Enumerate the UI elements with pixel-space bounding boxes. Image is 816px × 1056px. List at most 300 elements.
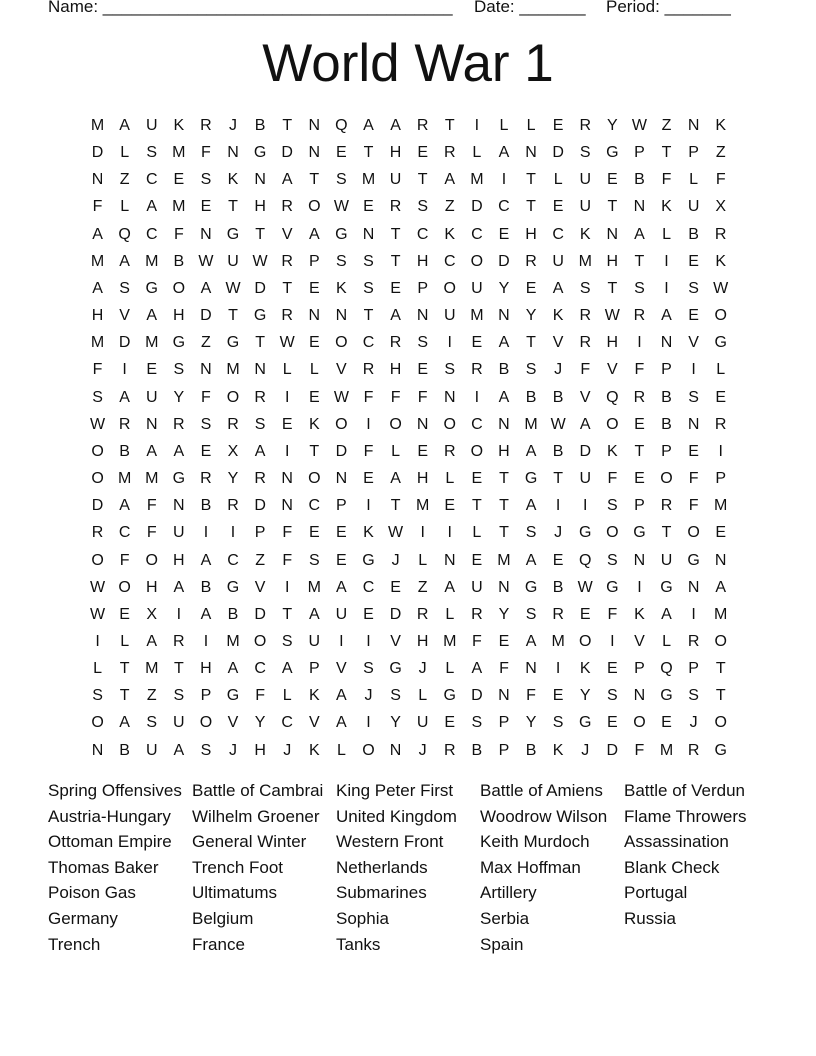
grid-letter[interactable]: S — [579, 144, 591, 162]
grid-letter[interactable]: U — [443, 307, 456, 325]
grid-letter[interactable]: R — [173, 632, 185, 650]
grid-letter[interactable]: K — [336, 279, 347, 297]
grid-letter[interactable]: E — [173, 171, 185, 189]
grid-letter[interactable]: C — [145, 225, 158, 243]
grid-letter[interactable]: A — [498, 334, 510, 352]
grid-letter[interactable]: T — [715, 660, 726, 678]
grid-letter[interactable]: M — [470, 171, 484, 189]
grid-letter[interactable]: A — [390, 117, 401, 134]
grid-letter[interactable]: O — [362, 741, 375, 759]
grid-letter[interactable]: R — [579, 117, 592, 134]
grid-letter[interactable]: M — [470, 307, 484, 325]
grid-letter[interactable]: O — [714, 307, 727, 325]
grid-letter[interactable]: D — [335, 442, 348, 460]
grid-letter[interactable]: H — [254, 741, 266, 759]
grid-letter[interactable]: T — [661, 144, 672, 162]
grid-letter[interactable]: N — [145, 415, 158, 433]
grid-letter[interactable]: L — [418, 551, 428, 569]
grid-letter[interactable]: S — [552, 714, 564, 732]
grid-letter[interactable]: R — [443, 144, 456, 162]
grid-letter[interactable]: I — [637, 578, 642, 596]
grid-letter[interactable]: Q — [660, 660, 673, 678]
grid-letter[interactable]: M — [226, 632, 240, 650]
grid-letter[interactable]: A — [308, 605, 320, 623]
grid-letter[interactable]: E — [308, 388, 320, 406]
grid-letter[interactable]: H — [525, 225, 537, 243]
grid-letter[interactable]: E — [200, 442, 212, 460]
grid-letter[interactable]: W — [550, 415, 566, 433]
grid-letter[interactable]: M — [145, 470, 159, 488]
grid-letter[interactable]: N — [335, 470, 348, 488]
grid-letter[interactable]: S — [417, 198, 428, 216]
grid-letter[interactable]: L — [689, 171, 699, 189]
grid-letter[interactable]: E — [471, 470, 483, 488]
grid-letter[interactable]: N — [362, 225, 375, 243]
grid-letter[interactable]: R — [254, 388, 266, 406]
grid-letter[interactable]: S — [336, 252, 347, 270]
grid-letter[interactable]: A — [227, 660, 239, 678]
grid-letter[interactable]: U — [660, 551, 673, 569]
grid-letter[interactable]: R — [714, 225, 727, 243]
grid-letter[interactable]: Z — [661, 117, 672, 134]
grid-letter[interactable]: J — [581, 741, 590, 759]
grid-letter[interactable]: L — [716, 361, 726, 379]
grid-letter[interactable]: F — [580, 361, 591, 379]
grid-letter[interactable]: A — [173, 442, 185, 460]
grid-letter[interactable]: Z — [715, 144, 726, 162]
grid-letter[interactable]: K — [173, 117, 185, 134]
grid-letter[interactable]: U — [471, 279, 483, 297]
grid-letter[interactable]: K — [661, 198, 672, 216]
grid-letter[interactable]: Z — [146, 687, 157, 705]
grid-letter[interactable]: B — [552, 578, 564, 596]
grid-letter[interactable]: J — [364, 687, 373, 705]
grid-letter[interactable]: S — [281, 632, 293, 650]
grid-letter[interactable]: V — [688, 334, 699, 352]
grid-letter[interactable]: K — [363, 524, 374, 542]
grid-letter[interactable]: L — [445, 605, 455, 623]
grid-letter[interactable]: O — [91, 551, 104, 569]
grid-letter[interactable]: N — [498, 415, 510, 433]
grid-letter[interactable]: S — [308, 551, 320, 569]
grid-letter[interactable]: N — [498, 687, 510, 705]
grid-letter[interactable]: M — [524, 415, 538, 433]
grid-letter[interactable]: W — [713, 279, 729, 297]
grid-letter[interactable]: N — [633, 198, 646, 216]
grid-letter[interactable]: E — [471, 334, 483, 352]
grid-letter[interactable]: H — [173, 307, 185, 325]
grid-letter[interactable]: L — [445, 470, 455, 488]
grid-letter[interactable]: M — [117, 470, 132, 488]
grid-letter[interactable]: K — [308, 741, 320, 759]
grid-letter[interactable]: W — [89, 578, 106, 596]
grid-letter[interactable]: R — [443, 442, 456, 460]
grid-letter[interactable]: S — [173, 361, 185, 379]
grid-letter[interactable]: S — [92, 687, 103, 705]
grid-letter[interactable]: W — [604, 307, 620, 325]
grid-letter[interactable]: W — [252, 252, 268, 270]
grid-letter[interactable]: G — [172, 470, 186, 488]
grid-letter[interactable]: Q — [335, 117, 348, 134]
grid-letter[interactable]: G — [226, 578, 240, 596]
grid-letter[interactable]: N — [91, 171, 104, 189]
grid-letter[interactable]: A — [498, 388, 510, 406]
grid-letter[interactable]: M — [416, 497, 430, 515]
grid-letter[interactable]: S — [363, 660, 374, 678]
grid-letter[interactable]: K — [715, 252, 727, 270]
grid-letter[interactable]: F — [282, 524, 293, 542]
grid-letter[interactable]: D — [389, 605, 402, 623]
grid-letter[interactable]: S — [146, 714, 158, 732]
grid-letter[interactable]: E — [715, 388, 727, 406]
grid-letter[interactable]: J — [418, 741, 427, 759]
grid-letter[interactable]: L — [93, 660, 102, 678]
grid-letter[interactable]: B — [661, 388, 672, 406]
grid-letter[interactable]: V — [634, 632, 645, 650]
grid-letter[interactable]: H — [254, 198, 266, 216]
grid-letter[interactable]: M — [551, 632, 565, 650]
grid-letter[interactable]: A — [200, 279, 212, 297]
grid-letter[interactable]: N — [227, 144, 239, 162]
grid-letter[interactable]: D — [471, 198, 483, 216]
grid-letter[interactable]: E — [661, 714, 672, 732]
grid-letter[interactable]: I — [583, 497, 588, 515]
grid-letter[interactable]: O — [470, 442, 484, 460]
grid-letter[interactable]: T — [309, 442, 320, 460]
grid-letter[interactable]: D — [606, 741, 619, 759]
grid-letter[interactable]: B — [173, 252, 185, 270]
grid-letter[interactable]: R — [416, 117, 429, 134]
grid-letter[interactable]: Y — [525, 714, 537, 732]
grid-letter[interactable]: P — [417, 279, 428, 297]
period-field[interactable]: Period: _______ — [606, 0, 731, 16]
grid-letter[interactable]: U — [579, 470, 592, 488]
grid-letter[interactable]: R — [254, 470, 266, 488]
grid-letter[interactable]: I — [637, 334, 642, 352]
grid-letter[interactable]: O — [91, 442, 104, 460]
grid-letter[interactable]: K — [579, 660, 591, 678]
grid-letter[interactable]: A — [146, 632, 158, 650]
grid-letter[interactable]: R — [281, 198, 293, 216]
grid-letter[interactable]: A — [336, 714, 347, 732]
grid-letter[interactable]: M — [145, 334, 159, 352]
grid-letter[interactable]: R — [579, 307, 592, 325]
grid-letter[interactable]: E — [336, 524, 347, 542]
grid-letter[interactable]: K — [552, 741, 564, 759]
grid-letter[interactable]: A — [471, 660, 483, 678]
grid-letter[interactable]: R — [579, 334, 592, 352]
grid-letter[interactable]: F — [417, 388, 428, 406]
grid-letter[interactable]: G — [443, 687, 456, 705]
grid-letter[interactable]: N — [173, 497, 185, 515]
grid-letter[interactable]: P — [308, 660, 320, 678]
grid-letter[interactable]: N — [498, 578, 510, 596]
grid-letter[interactable]: L — [282, 361, 292, 379]
grid-letter[interactable]: L — [472, 144, 482, 162]
grid-letter[interactable]: T — [607, 279, 618, 297]
grid-letter[interactable]: D — [91, 497, 104, 515]
grid-letter[interactable]: C — [362, 334, 375, 352]
grid-letter[interactable]: L — [662, 632, 671, 650]
grid-letter[interactable]: N — [633, 551, 646, 569]
grid-letter[interactable]: L — [309, 361, 319, 379]
grid-letter[interactable]: F — [715, 171, 726, 189]
grid-letter[interactable]: A — [173, 741, 185, 759]
grid-letter[interactable]: F — [688, 470, 699, 488]
grid-letter[interactable]: E — [308, 279, 320, 297]
grid-letter[interactable]: H — [389, 144, 402, 162]
grid-letter[interactable]: L — [120, 144, 130, 162]
grid-letter[interactable]: S — [606, 497, 618, 515]
grid-letter[interactable]: O — [606, 524, 619, 542]
grid-letter[interactable]: F — [471, 632, 482, 650]
grid-letter[interactable]: K — [552, 307, 564, 325]
grid-letter[interactable]: O — [660, 470, 673, 488]
grid-letter[interactable]: E — [417, 442, 428, 460]
grid-letter[interactable]: O — [579, 632, 592, 650]
grid-letter[interactable]: I — [203, 632, 209, 650]
grid-letter[interactable]: S — [688, 687, 699, 705]
grid-letter[interactable]: I — [284, 578, 290, 596]
grid-letter[interactable]: G — [335, 225, 348, 243]
grid-letter[interactable]: U — [227, 252, 239, 270]
grid-letter[interactable]: D — [254, 605, 266, 623]
grid-letter[interactable]: E — [308, 334, 320, 352]
grid-letter[interactable]: V — [308, 714, 320, 732]
grid-letter[interactable]: S — [92, 388, 103, 406]
grid-letter[interactable]: W — [333, 198, 349, 216]
grid-letter[interactable]: E — [688, 252, 699, 270]
grid-letter[interactable]: U — [389, 171, 402, 189]
grid-letter[interactable]: G — [253, 144, 267, 162]
grid-letter[interactable]: A — [525, 632, 537, 650]
grid-letter[interactable]: R — [416, 605, 429, 623]
grid-letter[interactable]: H — [416, 470, 429, 488]
grid-letter[interactable]: J — [229, 741, 238, 759]
grid-letter[interactable]: I — [555, 497, 561, 515]
grid-letter[interactable]: R — [471, 605, 483, 623]
grid-letter[interactable]: A — [390, 307, 401, 325]
grid-letter[interactable]: W — [198, 252, 214, 270]
grid-letter[interactable]: R — [687, 632, 700, 650]
grid-letter[interactable]: S — [688, 279, 699, 297]
grid-letter[interactable]: T — [282, 117, 293, 134]
grid-letter[interactable]: P — [634, 144, 645, 162]
grid-letter[interactable]: S — [363, 252, 374, 270]
grid-letter[interactable]: O — [687, 524, 700, 542]
grid-letter[interactable]: A — [525, 497, 537, 515]
name-field[interactable]: Name: _____________________________________ — [48, 0, 453, 16]
grid-letter[interactable]: C — [552, 225, 564, 243]
grid-letter[interactable]: E — [363, 605, 374, 623]
grid-letter[interactable]: F — [661, 171, 672, 189]
grid-letter[interactable]: M — [172, 198, 186, 216]
grid-letter[interactable]: K — [444, 225, 456, 243]
grid-letter[interactable]: A — [173, 578, 185, 596]
grid-letter[interactable]: E — [363, 198, 374, 216]
grid-letter[interactable]: H — [145, 578, 158, 596]
grid-letter[interactable]: S — [363, 279, 374, 297]
grid-letter[interactable]: Y — [227, 470, 239, 488]
grid-letter[interactable]: W — [631, 117, 647, 134]
grid-letter[interactable]: C — [443, 252, 456, 270]
grid-letter[interactable]: E — [363, 470, 374, 488]
grid-letter[interactable]: M — [659, 741, 674, 759]
grid-letter[interactable]: B — [525, 388, 537, 406]
grid-letter[interactable]: E — [688, 307, 699, 325]
grid-letter[interactable]: G — [606, 144, 619, 162]
grid-letter[interactable]: G — [172, 334, 186, 352]
grid-letter[interactable]: O — [443, 279, 456, 297]
grid-letter[interactable]: N — [660, 334, 673, 352]
grid-letter[interactable]: C — [416, 225, 429, 243]
grid-letter[interactable]: O — [335, 334, 348, 352]
grid-letter[interactable]: O — [470, 252, 484, 270]
grid-letter[interactable]: B — [200, 497, 212, 515]
grid-letter[interactable]: J — [391, 551, 400, 569]
grid-letter[interactable]: I — [284, 388, 290, 406]
grid-letter[interactable]: H — [173, 551, 185, 569]
grid-letter[interactable]: L — [445, 660, 455, 678]
grid-letter[interactable]: R — [552, 605, 564, 623]
grid-letter[interactable]: S — [200, 171, 212, 189]
grid-letter[interactable]: Y — [525, 307, 537, 325]
grid-letter[interactable]: N — [389, 741, 402, 759]
grid-letter[interactable]: I — [95, 632, 100, 650]
grid-letter[interactable]: F — [201, 144, 211, 162]
grid-letter[interactable]: A — [661, 605, 672, 623]
grid-letter[interactable]: E — [606, 171, 618, 189]
grid-letter[interactable]: J — [554, 524, 563, 542]
grid-letter[interactable]: F — [634, 741, 645, 759]
grid-letter[interactable]: T — [228, 307, 238, 325]
grid-letter[interactable]: D — [200, 307, 212, 325]
grid-letter[interactable]: H — [606, 252, 619, 270]
grid-letter[interactable]: W — [279, 334, 295, 352]
grid-letter[interactable]: S — [688, 388, 699, 406]
grid-letter[interactable]: Y — [579, 687, 591, 705]
grid-letter[interactable]: E — [281, 415, 293, 433]
grid-letter[interactable]: C — [254, 660, 266, 678]
grid-letter[interactable]: A — [146, 198, 158, 216]
grid-letter[interactable]: A — [661, 307, 672, 325]
grid-letter[interactable]: I — [447, 334, 452, 352]
grid-letter[interactable]: L — [553, 171, 563, 189]
grid-letter[interactable]: N — [525, 144, 537, 162]
grid-letter[interactable]: E — [200, 198, 212, 216]
grid-letter[interactable]: R — [660, 497, 673, 515]
grid-letter[interactable]: B — [119, 442, 130, 460]
grid-letter[interactable]: Q — [579, 551, 592, 569]
grid-letter[interactable]: L — [120, 632, 130, 650]
grid-letter[interactable]: R — [173, 415, 185, 433]
grid-letter[interactable]: E — [498, 632, 510, 650]
grid-letter[interactable]: L — [499, 117, 509, 134]
grid-letter[interactable]: P — [688, 144, 699, 162]
grid-letter[interactable]: A — [444, 171, 456, 189]
grid-letter[interactable]: L — [472, 524, 482, 542]
grid-letter[interactable]: G — [687, 551, 700, 569]
grid-letter[interactable]: B — [525, 741, 537, 759]
grid-letter[interactable]: Z — [255, 551, 265, 569]
grid-letter[interactable]: S — [390, 687, 401, 705]
grid-letter[interactable]: E — [552, 687, 564, 705]
grid-letter[interactable]: W — [89, 415, 106, 433]
grid-letter[interactable]: G — [524, 470, 538, 488]
grid-letter[interactable]: S — [579, 279, 591, 297]
grid-letter[interactable]: T — [526, 334, 536, 352]
grid-letter[interactable]: G — [253, 307, 267, 325]
grid-letter[interactable]: S — [119, 279, 130, 297]
grid-letter[interactable]: V — [254, 578, 266, 596]
grid-letter[interactable]: A — [200, 605, 212, 623]
grid-letter[interactable]: M — [578, 252, 592, 270]
grid-letter[interactable]: A — [119, 497, 130, 515]
grid-letter[interactable]: C — [308, 497, 321, 515]
grid-letter[interactable]: F — [146, 524, 157, 542]
grid-letter[interactable]: R — [633, 388, 646, 406]
grid-letter[interactable]: A — [119, 714, 130, 732]
grid-letter[interactable]: Y — [606, 117, 618, 134]
grid-letter[interactable]: N — [281, 497, 293, 515]
grid-letter[interactable]: L — [391, 442, 401, 460]
grid-letter[interactable]: T — [499, 470, 509, 488]
grid-letter[interactable]: T — [634, 442, 645, 460]
grid-letter[interactable]: G — [660, 578, 673, 596]
grid-letter[interactable]: T — [499, 497, 509, 515]
grid-letter[interactable]: F — [146, 497, 157, 515]
grid-letter[interactable]: B — [552, 388, 564, 406]
grid-letter[interactable]: O — [714, 632, 727, 650]
grid-letter[interactable]: C — [145, 171, 158, 189]
grid-letter[interactable]: I — [339, 632, 344, 650]
grid-letter[interactable]: N — [687, 578, 700, 596]
grid-letter[interactable]: T — [444, 117, 455, 134]
grid-letter[interactable]: A — [634, 225, 645, 243]
grid-letter[interactable]: M — [145, 660, 159, 678]
grid-letter[interactable]: P — [661, 361, 672, 379]
grid-letter[interactable]: R — [633, 307, 646, 325]
grid-letter[interactable]: F — [363, 388, 374, 406]
grid-letter[interactable]: N — [687, 117, 700, 134]
grid-letter[interactable]: A — [525, 442, 537, 460]
grid-letter[interactable]: Z — [417, 578, 428, 596]
grid-letter[interactable]: F — [173, 225, 184, 243]
grid-letter[interactable]: M — [361, 171, 376, 189]
grid-letter[interactable]: P — [498, 714, 510, 732]
grid-letter[interactable]: U — [335, 605, 348, 623]
grid-letter[interactable]: M — [90, 252, 105, 270]
grid-letter[interactable]: U — [687, 198, 700, 216]
grid-letter[interactable]: I — [447, 524, 452, 542]
grid-letter[interactable]: G — [226, 687, 240, 705]
grid-letter[interactable]: U — [471, 578, 483, 596]
grid-letter[interactable]: X — [715, 198, 727, 216]
grid-letter[interactable]: T — [526, 198, 536, 216]
grid-letter[interactable]: G — [579, 524, 592, 542]
grid-letter[interactable]: T — [363, 307, 374, 325]
grid-letter[interactable]: C — [227, 551, 239, 569]
grid-letter[interactable]: B — [661, 415, 672, 433]
grid-letter[interactable]: N — [254, 361, 266, 379]
grid-letter[interactable]: B — [552, 442, 564, 460]
grid-letter[interactable]: Y — [390, 714, 401, 732]
grid-letter[interactable]: R — [91, 524, 104, 542]
grid-letter[interactable]: N — [416, 307, 429, 325]
grid-letter[interactable]: I — [203, 524, 209, 542]
grid-letter[interactable]: U — [308, 632, 321, 650]
grid-letter[interactable]: E — [119, 605, 130, 623]
